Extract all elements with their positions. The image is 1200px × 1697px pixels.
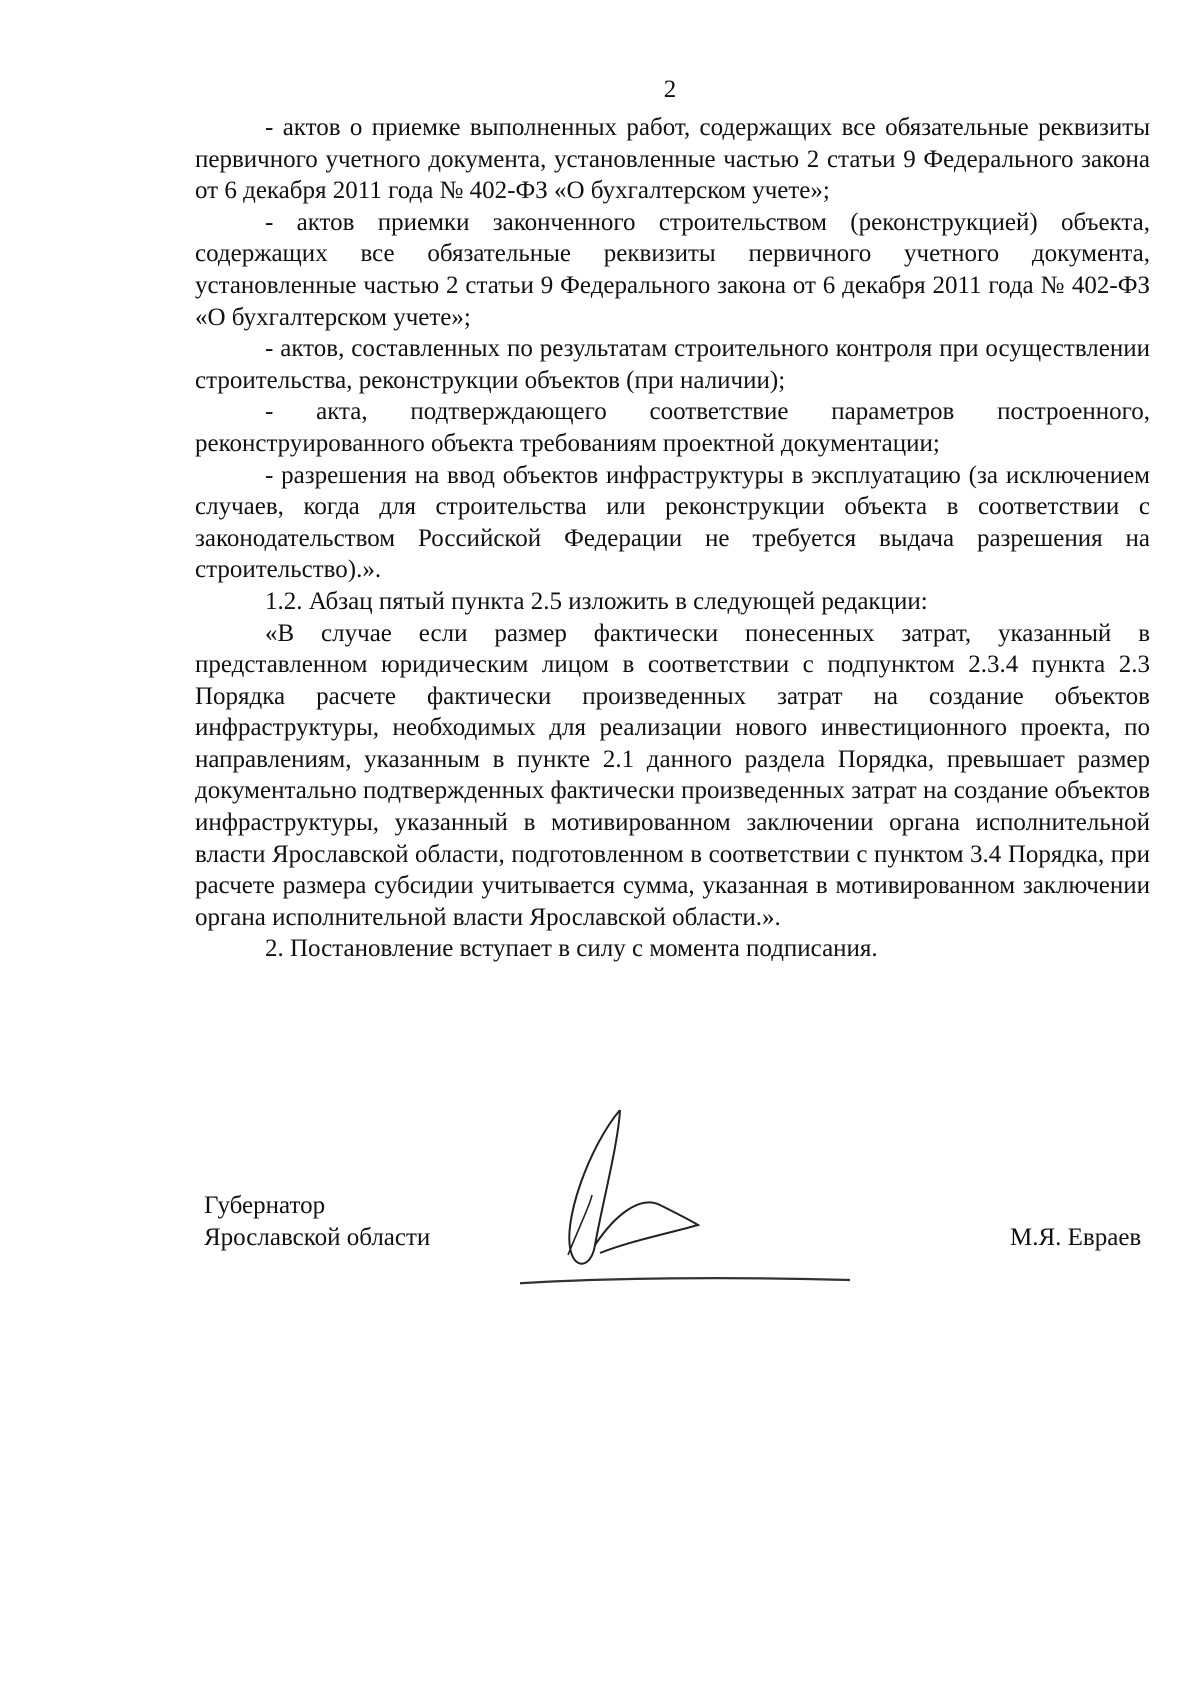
signatory-name: М.Я. Евраев xyxy=(1010,1224,1142,1251)
document-body xyxy=(195,112,1150,965)
signatory-title-line2: Ярославской области xyxy=(204,1224,431,1251)
paragraph-acts-construction: - актов приемки законченного строительством (реконструкцией) объекта, содержащих все обязательные реквизиты первичного учетного документа, установленные частью 2 статьи 9 Федерального закона от 6 декабря 2011 года № 402-ФЗ «О бухгалтерском учете»; xyxy=(195,208,1150,331)
paragraph-new-wording: «В случае если размер фактически понесенных затрат, указанный в представленном юридическим лицом в соответствии с подпунктом 2.3.4 пункта 2.3 Порядка расчете фактически произведенных затрат на создание объектов инфраструктуры, необходимых для реализации нового инвестиционного проекта, по направлениям, указанным в пункте 2.1 данного раздела Порядка, превышает размер документально подтвержденных фактически произведенных затрат на создание объектов инфраструктуры, указанный в мотивированном заключении органа исполнительной власти Ярославской области, подготовленном в соответствии с пунктом 3.4 Порядка, при расчете размера субсидии учитывается сумма, указанная в мотивированном заключении органа исполнительной власти Ярославской области.». xyxy=(195,619,1150,931)
signatory-title xyxy=(204,1190,430,1254)
paragraph-clause-1-2: 1.2. Абзац пятый пункта 2.5 изложить в следующей редакции: xyxy=(265,587,928,615)
paragraph-acts-control: - актов, составленных по результатам строительного контроля при осуществлении строительства, реконструкции объектов (при наличии); xyxy=(195,335,1150,394)
paragraph-acts-acceptance: - актов о приемке выполненных работ, содержащих все обязательные реквизиты первичного учетного документа, установленные частью 2 статьи 9 Федерального закона от 6 декабря 2011 года № 402-ФЗ «О бухгалтерском учете»; xyxy=(195,114,1150,205)
paragraph-act-compliance: - акта, подтверждающего соответствие параметров построенного, реконструированного объекта требованиям проектной документации; xyxy=(195,398,1150,457)
handwritten-signature xyxy=(520,1105,940,1305)
paragraph-effective-date: 2. Постановление вступает в силу с момента подписания. xyxy=(265,935,878,963)
signatory-title-line1: Губернатор xyxy=(204,1192,326,1219)
paragraph-permit: - разрешения на ввод объектов инфраструктуры в эксплуатацию (за исключением случаев, когда для строительства или реконструкции объекта в соответствии с законодательством Российской Федерации не требуется выдача разрешения на строительство).». xyxy=(195,461,1150,584)
page-number: 2 xyxy=(663,76,677,103)
